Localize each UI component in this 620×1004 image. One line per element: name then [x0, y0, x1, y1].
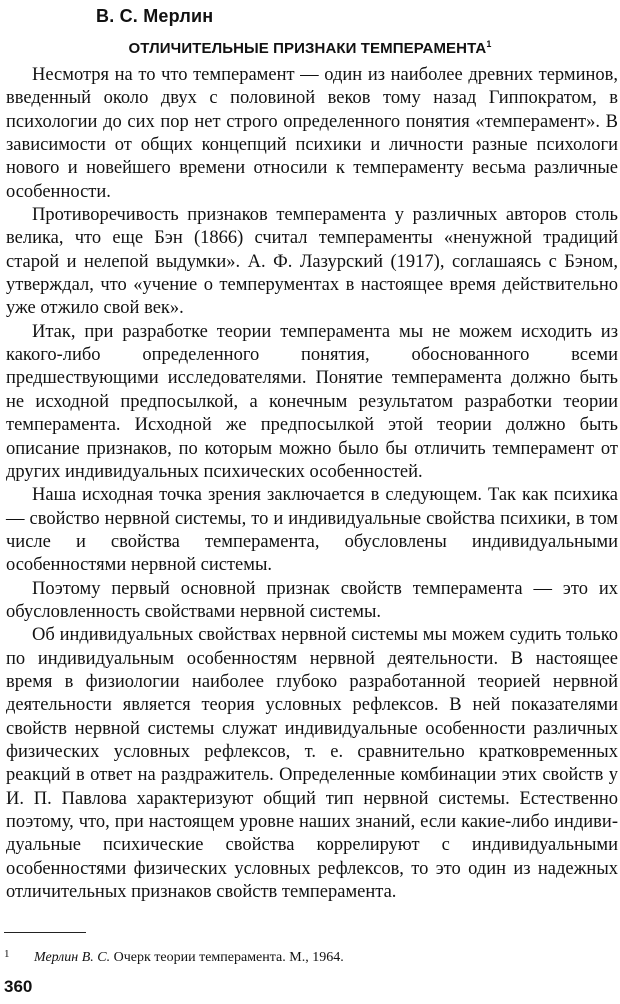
footnote-mark: 1 — [4, 948, 10, 960]
chapter-title — [0, 40, 620, 57]
footnote-divider — [4, 932, 86, 933]
footnote — [4, 948, 604, 966]
paragraph: Наша исходная точка зрения заключается в следующем. Так как психика — свойство нервной системы, то и индивидуальные свойства психики, в том числе и свойства темперамента, обусловлены индивидуальными особенностями нервной системы. — [6, 485, 618, 576]
paragraph: Итак, при разработке теории темперамента мы не можем исходить из какого-либо определенного понятия, обоснованного всеми предшествующими исследователями. Понятие темперамента должно быть не исходной предпосылкой, а конечным результатом разработки теории темперамента. Исходной же предпосылкой этой теории должно быть описание признаков, по которым можно было бы отличить темперамент от других индивидуальных психических особенностей. — [6, 321, 618, 482]
paragraph: Несмотря на то что темперамент — один из наиболее древних терминов, введенный около двух с половиной веков тому назад Гиппократом, в психологии до сих пор нет строго определенного понятия «темперамент». В зависимости от общих концепций психики и личности разные психологи нового и новейшего времени относили к темпераменту весьма различные особенности. — [6, 65, 618, 202]
body-text — [6, 64, 618, 904]
paragraph: Об индивидуальных свойствах нервной системы мы можем судить только по индивидуальным особенностям нервной деятельности. В настоящее время в физиологии наиболее глубоко разработанной теорией нервной деятельности является теория условных рефлексов. В ней показателями свойств нервной системы служат индивидуальные особенности различных физических условных рефлексов, т. е. сравнительно кратковременных реакций в ответ на раздражитель. Определенные комбинации этих свойств у И. П. Павлова характеризуют общий тип нервной системы. Естественно поэтому, что, при настоящем уровне наших знаний, если какие-либо индивидуальные психические свойства коррелируют с индивидуальными особенностями физических условных рефлексов, то это один из надежных отличительных признаков свойств темперамента. — [6, 625, 618, 903]
paragraph: Поэтому первый основной признак свойств темперамента — это их обусловленность свойствами нервной системы. — [6, 578, 618, 622]
title-footnote-mark: 1 — [486, 39, 492, 49]
footnote-author: Мерлин В. С. — [34, 950, 111, 965]
page-number: 360 — [4, 977, 33, 996]
paragraph: Противоречивость признаков темперамента у различных авторов столь велика, что еще Бэн (1866) считал темпераменты «ненужной традиций старой и нелепой выдумки». А. Ф. Лазурский (1917), соглашаясь с Бэном, утверждал, что «учение о темперументах в настоящее время действительно уже отжило свой век». — [6, 205, 618, 319]
chapter-author: В. С. Мерлин — [96, 6, 214, 26]
footnote-text: Очерк теории темперамента. М., 1964. — [110, 950, 344, 965]
chapter-title-text: ОТЛИЧИТЕЛЬНЫЕ ПРИЗНАКИ ТЕМПЕРАМЕНТА — [128, 40, 487, 57]
